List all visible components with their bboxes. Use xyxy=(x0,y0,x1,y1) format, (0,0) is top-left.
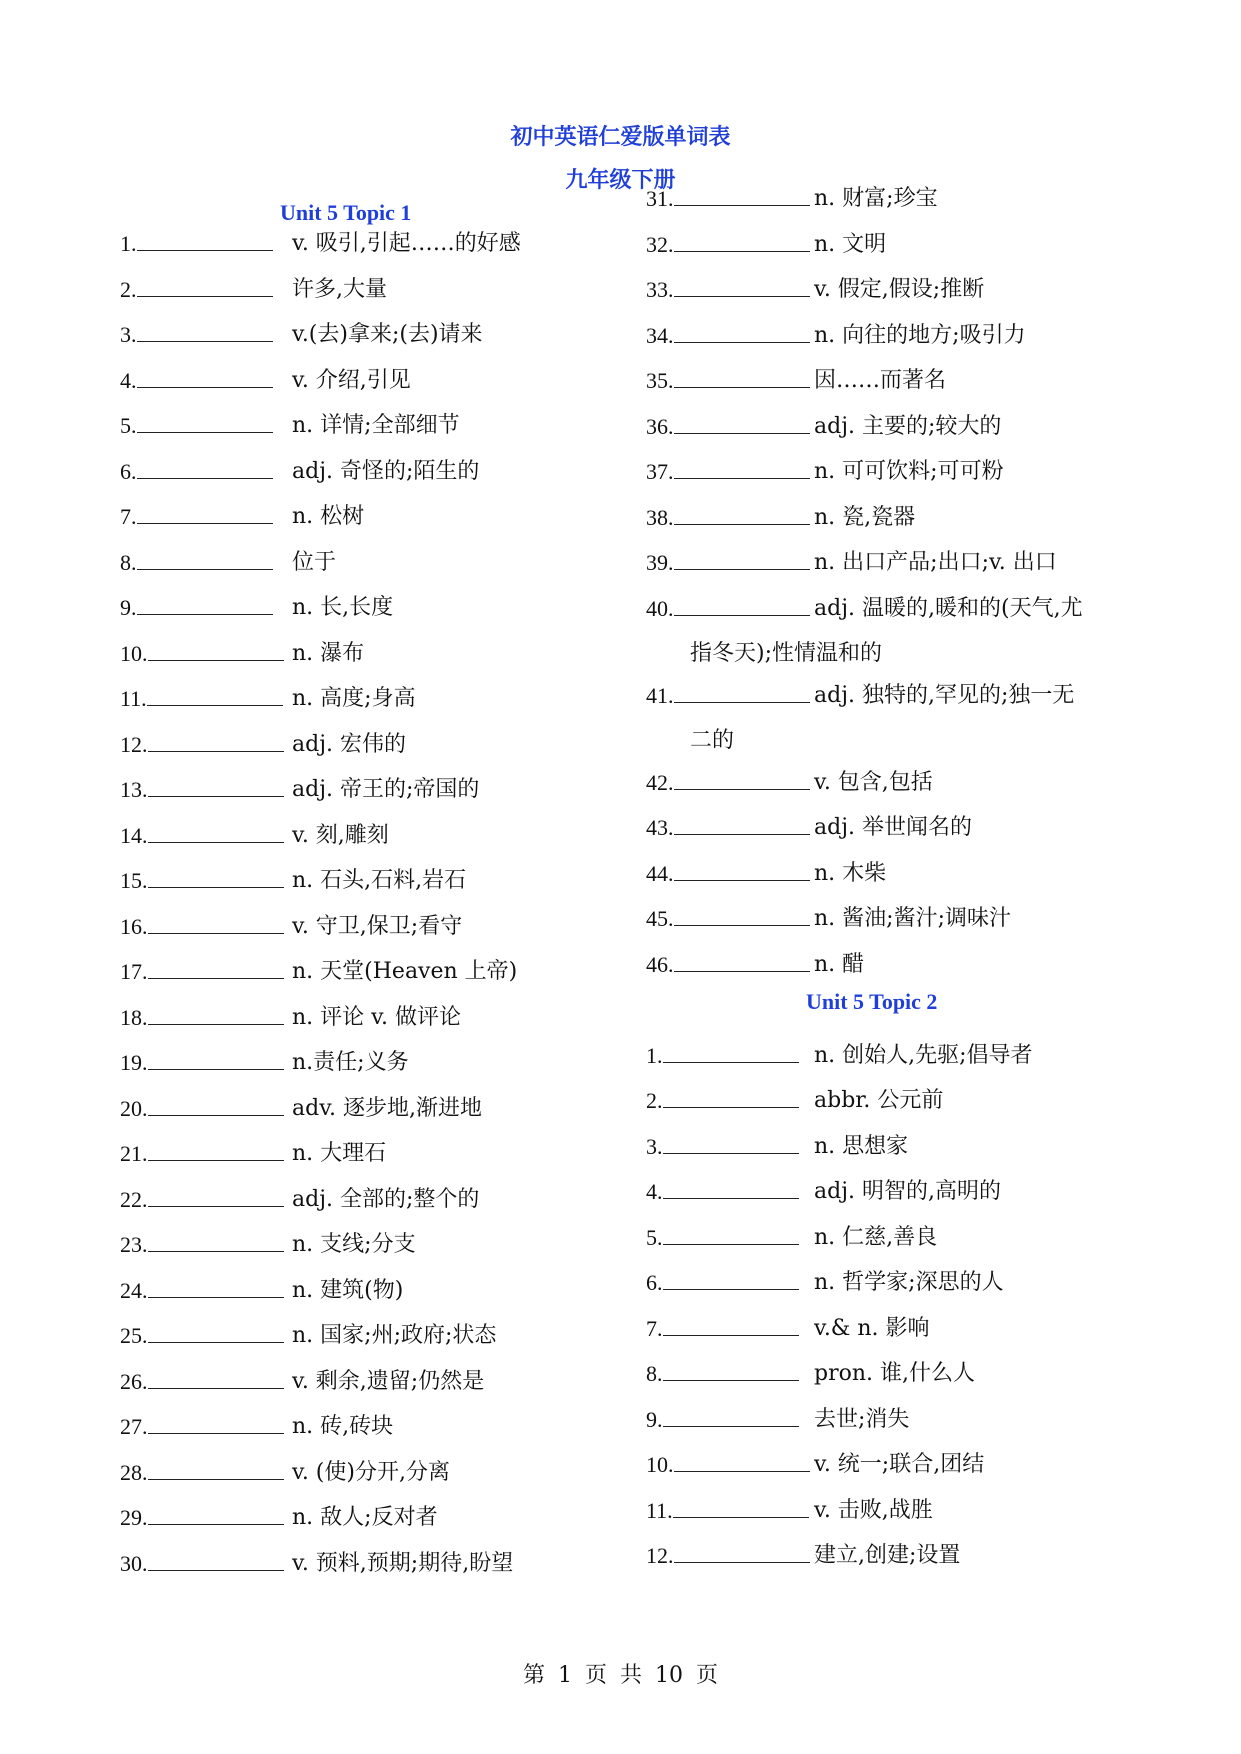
entry-number: 9. xyxy=(646,1406,663,1432)
answer-blank[interactable] xyxy=(674,907,810,926)
answer-blank[interactable] xyxy=(674,862,810,881)
entry-definition: n. 国家;州;政府;状态 xyxy=(292,1323,497,1348)
page-title: 初中英语仁爱版单词表 xyxy=(510,124,731,150)
entry-number: 5. xyxy=(646,1224,663,1250)
entry-definition: n. 醋 xyxy=(814,951,865,977)
answer-blank[interactable] xyxy=(674,1544,810,1563)
vocab-entry xyxy=(120,1359,485,1405)
vocab-entry xyxy=(120,995,461,1041)
answer-blank[interactable] xyxy=(148,1279,284,1298)
vocab-entry xyxy=(120,403,460,449)
vocab-entry xyxy=(646,1124,909,1170)
answer-blank[interactable] xyxy=(137,323,273,342)
answer-blank[interactable] xyxy=(148,1188,284,1207)
answer-blank[interactable] xyxy=(674,415,810,434)
entry-number: 35. xyxy=(646,368,674,393)
entry-definition: adj. 帝王的;帝国的 xyxy=(292,777,480,802)
entry-number: 31. xyxy=(646,186,674,211)
entry-definition: 建立,创建;设置 xyxy=(814,1543,961,1568)
entry-number: 8. xyxy=(646,1361,663,1386)
entry-definition: n. 砖,砖块 xyxy=(292,1414,394,1439)
entry-number: 20. xyxy=(120,1095,148,1121)
answer-blank[interactable] xyxy=(663,1180,799,1199)
vocab-entry xyxy=(120,676,416,722)
entry-definition: v. (使)分开,分离 xyxy=(292,1459,450,1485)
answer-blank[interactable] xyxy=(148,1370,284,1389)
vocab-entry xyxy=(646,1306,930,1352)
vocab-entry xyxy=(646,1397,910,1443)
answer-blank[interactable] xyxy=(148,960,284,979)
entry-number: 42. xyxy=(646,769,674,795)
vocab-entry xyxy=(120,904,463,950)
vocab-entry xyxy=(646,851,887,897)
entry-number: 7. xyxy=(646,1315,663,1341)
answer-blank[interactable] xyxy=(663,1408,799,1427)
entry-number: 25. xyxy=(120,1323,148,1348)
entry-number: 11. xyxy=(646,1497,673,1523)
answer-blank[interactable] xyxy=(137,278,273,297)
entry-number: 10. xyxy=(120,640,148,666)
entry-definition: v. 统一;联合,团结 xyxy=(814,1452,985,1477)
vocab-entry xyxy=(120,1404,394,1450)
vocab-entry xyxy=(120,949,518,995)
answer-blank[interactable] xyxy=(137,596,273,615)
entry-number: 24. xyxy=(120,1277,148,1303)
entry-definition: n. 评论 v. 做评论 xyxy=(292,1004,461,1030)
entry-definition: n. 支线;分支 xyxy=(292,1232,416,1257)
answer-blank[interactable] xyxy=(674,684,810,703)
entry-number: 46. xyxy=(646,951,674,977)
answer-blank[interactable] xyxy=(137,551,273,570)
entry-number: 1. xyxy=(646,1042,663,1068)
answer-blank[interactable] xyxy=(674,506,810,525)
entry-definition: v. 剩余,遗留;仍然是 xyxy=(292,1368,485,1394)
entry-definition: v.(去)拿来;(去)请来 xyxy=(292,322,483,347)
entry-definition: n. 瓷,瓷器 xyxy=(814,504,916,530)
vocab-entry xyxy=(646,449,1004,495)
entry-number: 38. xyxy=(646,504,674,530)
entry-number: 16. xyxy=(120,913,148,939)
entry-definition: v. 吸引,引起……的好感 xyxy=(292,231,521,256)
entry-definition: v. 包含,包括 xyxy=(814,769,933,795)
entry-definition: n. 敌人;反对者 xyxy=(292,1505,438,1530)
answer-blank[interactable] xyxy=(148,1006,284,1025)
vocab-entry xyxy=(646,586,1083,666)
entry-definition: n. 可可饮料;可可粉 xyxy=(814,459,1004,484)
vocab-entry xyxy=(646,896,1011,942)
answer-blank[interactable] xyxy=(674,278,810,297)
vocab-entry xyxy=(120,449,480,495)
entry-definition: adj. 主要的;较大的 xyxy=(814,413,1002,439)
entry-definition: v. 击败,战胜 xyxy=(814,1497,933,1523)
page-subtitle: 九年级下册 xyxy=(565,167,676,193)
vocab-entry xyxy=(646,1033,1033,1079)
entry-definition: adj. 宏伟的 xyxy=(292,731,407,757)
entry-number: 33. xyxy=(646,277,674,302)
vocab-entry xyxy=(646,267,985,313)
entry-number: 45. xyxy=(646,906,674,931)
entry-number: 6. xyxy=(646,1270,663,1295)
entry-definition: n. 文明 xyxy=(814,231,887,257)
vocab-entry xyxy=(120,1268,404,1314)
vocab-entry xyxy=(120,1040,409,1086)
answer-blank[interactable] xyxy=(147,687,283,706)
vocab-entry xyxy=(120,1177,480,1223)
topic2-heading: Unit 5 Topic 2 xyxy=(806,989,938,1014)
entry-definition: n. 向往的地方;吸引力 xyxy=(814,322,1026,348)
entry-definition: v.& n. 影响 xyxy=(814,1315,930,1341)
answer-blank[interactable] xyxy=(148,733,284,752)
entry-number: 14. xyxy=(120,822,148,848)
entry-definition: 因……而著名 xyxy=(814,368,947,393)
answer-blank[interactable] xyxy=(663,1135,799,1154)
answer-blank[interactable] xyxy=(148,1142,284,1161)
vocab-entry xyxy=(120,767,480,813)
entry-number: 15. xyxy=(120,868,148,893)
vocab-entry xyxy=(646,805,973,851)
vocab-entry xyxy=(646,1078,944,1124)
entry-number: 7. xyxy=(120,504,137,529)
answer-blank[interactable] xyxy=(674,369,810,388)
entry-definition: v. 介绍,引见 xyxy=(292,367,411,393)
entry-definition: n. 松树 xyxy=(292,504,365,529)
answer-blank[interactable] xyxy=(674,324,810,343)
entry-definition: n. 哲学家;深思的人 xyxy=(814,1270,1004,1295)
answer-blank[interactable] xyxy=(674,551,810,570)
entry-definition: 去世;消失 xyxy=(814,1406,910,1432)
entry-definition: n. 酱油;酱汁;调味汁 xyxy=(814,906,1011,931)
answer-blank[interactable] xyxy=(148,1552,284,1571)
entry-number: 2. xyxy=(646,1088,663,1113)
entry-number: 39. xyxy=(646,550,674,575)
entry-number: 6. xyxy=(120,458,137,484)
vocab-entry xyxy=(646,1488,933,1534)
entry-number: 30. xyxy=(120,1550,148,1576)
vocab-entry xyxy=(646,1215,938,1261)
entry-definition: n. 瀑布 xyxy=(292,640,365,666)
answer-blank[interactable] xyxy=(674,1453,810,1472)
topic1-heading: Unit 5 Topic 1 xyxy=(280,200,412,225)
answer-blank[interactable] xyxy=(148,1415,284,1434)
answer-blank[interactable] xyxy=(148,778,284,797)
answer-blank[interactable] xyxy=(148,824,284,843)
vocab-entry xyxy=(120,267,387,313)
entry-number: 9. xyxy=(120,595,137,620)
vocab-entry xyxy=(120,221,521,267)
entry-definition-continued: 二的 xyxy=(690,727,735,753)
answer-blank[interactable] xyxy=(148,1097,284,1116)
entry-number: 5. xyxy=(120,413,137,438)
vocab-entry xyxy=(646,1169,1002,1215)
answer-blank[interactable] xyxy=(674,953,810,972)
entry-definition: n. 财富;珍宝 xyxy=(814,186,938,211)
entry-number: 26. xyxy=(120,1368,148,1394)
vocab-entry xyxy=(646,404,1002,450)
vocab-entry xyxy=(120,1086,482,1132)
entry-number: 34. xyxy=(646,322,674,348)
answer-blank[interactable] xyxy=(148,1233,284,1252)
entry-definition: v. 守卫,保卫;看守 xyxy=(292,913,463,939)
entry-number: 11. xyxy=(120,686,147,711)
entry-number: 22. xyxy=(120,1186,148,1212)
entry-number: 41. xyxy=(646,682,674,708)
entry-number: 1. xyxy=(120,231,137,256)
answer-blank[interactable] xyxy=(148,642,284,661)
answer-blank[interactable] xyxy=(137,232,273,251)
entry-definition: n. 石头,石料,岩石 xyxy=(292,868,467,893)
entry-definition: adj. 奇怪的;陌生的 xyxy=(292,458,480,484)
answer-blank[interactable] xyxy=(148,1461,284,1480)
vocab-entry xyxy=(646,176,938,222)
vocab-entry xyxy=(120,813,389,859)
vocab-entry xyxy=(120,631,365,677)
entry-definition: adj. 举世闻名的 xyxy=(814,815,973,840)
vocab-entry xyxy=(646,1442,985,1488)
answer-blank[interactable] xyxy=(148,1324,284,1343)
entry-definition: adj. 全部的;整个的 xyxy=(292,1186,480,1212)
entry-definition: adj. 独特的,罕见的;独一无 xyxy=(814,682,1075,708)
vocab-entry xyxy=(646,1351,975,1397)
answer-blank[interactable] xyxy=(148,915,284,934)
vocab-entry xyxy=(120,1131,387,1177)
vocab-entry xyxy=(646,1533,961,1579)
entry-number: 13. xyxy=(120,777,148,802)
entry-definition: v. 预料,预期;期待,盼望 xyxy=(292,1550,514,1576)
entry-number: 44. xyxy=(646,860,674,886)
answer-blank[interactable] xyxy=(137,414,273,433)
entry-number: 36. xyxy=(646,413,674,439)
answer-blank[interactable] xyxy=(674,771,810,790)
entry-definition: n. 天堂(Heaven 上帝) xyxy=(292,959,518,984)
answer-blank[interactable] xyxy=(674,187,810,206)
vocab-entry xyxy=(646,1260,1004,1306)
entry-definition: pron. 谁,什么人 xyxy=(814,1361,975,1386)
entry-definition: n. 建筑(物) xyxy=(292,1277,404,1303)
answer-blank[interactable] xyxy=(137,460,273,479)
entry-number: 8. xyxy=(120,549,137,575)
entry-definition: n. 仁慈,善良 xyxy=(814,1224,938,1250)
entry-definition: n. 木柴 xyxy=(814,860,887,886)
answer-blank[interactable] xyxy=(663,1317,799,1336)
entry-number: 3. xyxy=(646,1133,663,1159)
entry-definition: adv. 逐步地,渐进地 xyxy=(292,1095,482,1121)
entry-definition: adj. 温暖的,暖和的(天气,尤 xyxy=(814,595,1083,621)
entry-number: 12. xyxy=(646,1543,674,1568)
entry-number: 23. xyxy=(120,1232,148,1257)
answer-blank[interactable] xyxy=(663,1044,799,1063)
answer-blank[interactable] xyxy=(137,505,273,524)
entry-definition: n. 大理石 xyxy=(292,1141,387,1166)
entry-number: 29. xyxy=(120,1505,148,1530)
answer-blank[interactable] xyxy=(148,869,284,888)
entry-number: 28. xyxy=(120,1459,148,1485)
entry-number: 43. xyxy=(646,815,674,840)
entry-number: 2. xyxy=(120,276,137,302)
entry-definition: n. 创始人,先驱;倡导者 xyxy=(814,1042,1033,1068)
entry-number: 27. xyxy=(120,1414,148,1439)
entry-number: 18. xyxy=(120,1004,148,1030)
vocab-entry xyxy=(120,1495,438,1541)
entry-definition: v. 假定,假设;推断 xyxy=(814,277,985,302)
answer-blank[interactable] xyxy=(663,1362,799,1381)
vocab-entry xyxy=(646,760,933,806)
entry-definition: adj. 明智的,高明的 xyxy=(814,1179,1002,1204)
answer-blank[interactable] xyxy=(148,1051,284,1070)
answer-blank[interactable] xyxy=(137,369,273,388)
vocab-entry xyxy=(646,942,865,988)
entry-number: 4. xyxy=(120,367,137,393)
entry-definition: abbr. 公元前 xyxy=(814,1088,944,1113)
answer-blank[interactable] xyxy=(674,233,810,252)
page-footer: 第 1 页 共 10 页 xyxy=(523,1663,718,1688)
answer-blank[interactable] xyxy=(674,460,810,479)
vocab-entry xyxy=(646,495,916,541)
entry-number: 19. xyxy=(120,1050,148,1075)
vocab-entry xyxy=(120,722,407,768)
entry-definition: 位于 xyxy=(292,549,337,575)
entry-definition: v. 刻,雕刻 xyxy=(292,822,389,848)
vocab-entry xyxy=(646,540,1057,586)
vocab-entry xyxy=(646,222,887,268)
entry-number: 32. xyxy=(646,231,674,257)
entry-definition: n. 详情;全部细节 xyxy=(292,413,460,438)
vocab-entry xyxy=(120,540,337,586)
vocab-entry xyxy=(120,858,467,904)
entry-number: 12. xyxy=(120,731,148,757)
vocab-entry xyxy=(120,585,394,631)
entry-definition: n. 出口产品;出口;v. 出口 xyxy=(814,550,1057,575)
vocab-entry xyxy=(646,358,947,404)
vocab-entry xyxy=(120,358,411,404)
answer-blank[interactable] xyxy=(674,816,810,835)
entry-number: 3. xyxy=(120,322,137,347)
entry-number: 21. xyxy=(120,1141,148,1166)
vocab-entry xyxy=(120,494,365,540)
answer-blank[interactable] xyxy=(674,597,810,616)
vocab-entry xyxy=(120,1541,514,1587)
vocab-entry xyxy=(120,1313,497,1359)
answer-blank[interactable] xyxy=(673,1499,809,1518)
answer-blank[interactable] xyxy=(663,1226,799,1245)
entry-number: 4. xyxy=(646,1179,663,1204)
entry-definition: n. 长,长度 xyxy=(292,595,394,620)
vocab-entry xyxy=(646,673,1075,753)
entry-number: 37. xyxy=(646,459,674,484)
vocab-entry xyxy=(120,312,483,358)
answer-blank[interactable] xyxy=(663,1271,799,1290)
entry-definition: n. 思想家 xyxy=(814,1133,909,1159)
vocab-entry xyxy=(646,313,1026,359)
vocab-entry xyxy=(120,1450,450,1496)
answer-blank[interactable] xyxy=(663,1089,799,1108)
entry-definition: n. 高度;身高 xyxy=(292,686,416,711)
entry-number: 10. xyxy=(646,1452,674,1477)
answer-blank[interactable] xyxy=(148,1506,284,1525)
entry-number: 40. xyxy=(646,595,674,621)
entry-number: 17. xyxy=(120,959,148,984)
entry-definition: 许多,大量 xyxy=(292,276,387,302)
vocab-entry xyxy=(120,1222,416,1268)
entry-definition: n.责任;义务 xyxy=(292,1050,409,1075)
entry-definition-continued: 指冬天);性情温和的 xyxy=(690,640,882,666)
